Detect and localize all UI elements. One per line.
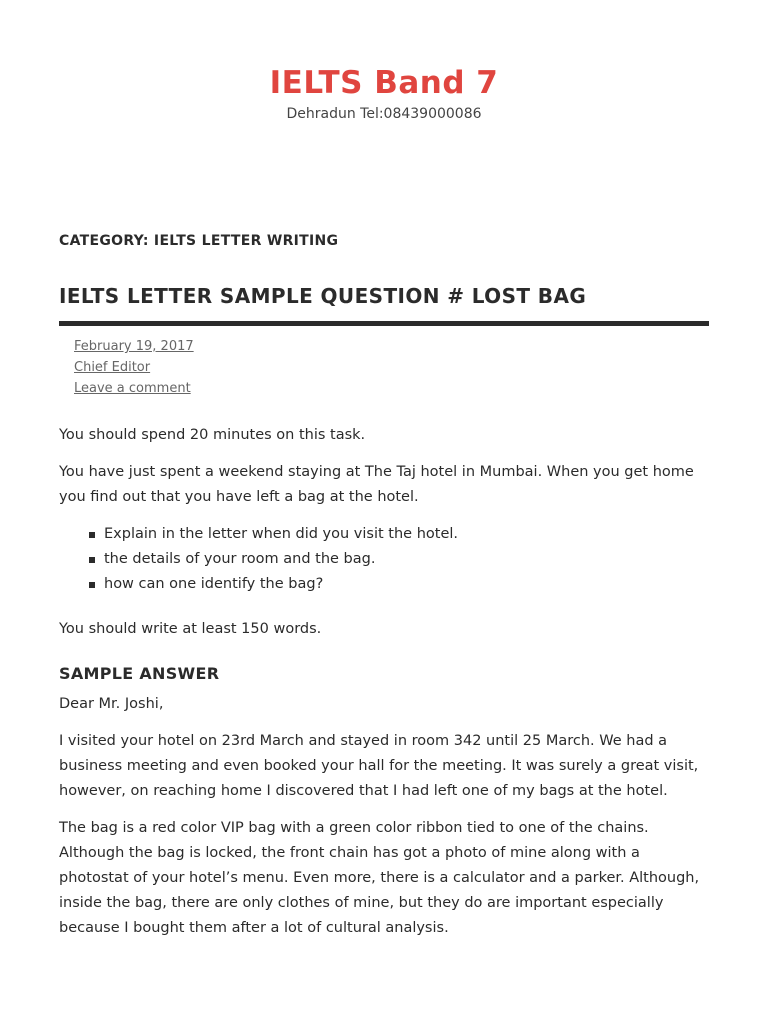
main-content (59, 228, 709, 953)
list-item (104, 522, 709, 547)
site-description: Dehradun Tel:08439000086 (286, 106, 482, 122)
site-title-link[interactable]: IELTS Band 7 (269, 65, 499, 101)
sample-answer-heading: SAMPLE ANSWER (59, 664, 220, 683)
post-author-link[interactable]: Chief Editor (74, 360, 151, 375)
list-item-text: Explain in the letter when did you visit the hotel. (104, 526, 458, 542)
square-bullet-icon (89, 532, 95, 538)
word-count-note: You should write at least 150 words. (59, 621, 322, 637)
post-meta (59, 336, 709, 399)
letter-paragraph: I visited your hotel on 23rd March and stayed in room 342 until 25 March. We had a business meeting and even booked your hall for the meeting. It was surely a great visit, however, on reaching home I discovered that I had left one of my bags at the hotel. (59, 733, 699, 799)
intro-paragraph: You should spend 20 minutes on this task. (59, 427, 366, 443)
post-content (59, 423, 709, 941)
task-bullet-list (59, 522, 709, 597)
square-bullet-icon (89, 557, 95, 563)
archive-title: CATEGORY: IELTS LETTER WRITING (59, 233, 339, 249)
letter-paragraph: The bag is a red color VIP bag with a green color ribbon tied to one of the chains. Although the bag is locked, the front chain has got a photo of mine along with a photostat of your hotel’s menu. Even more, there is a calculator and a parker. Although, inside the bag, there are only clothes of mine, but they do are important especially because I bought them after a lot of cultural analysis. (59, 820, 700, 936)
post-date-link[interactable]: February 19, 2017 (74, 339, 194, 354)
task-paragraph: You have just spent a weekend staying at The Taj hotel in Mumbai. When you get home you find out that you have left a bag at the hotel. (59, 464, 694, 505)
post-title: IELTS LETTER SAMPLE QUESTION # LOST BAG (59, 282, 709, 326)
list-item-text: the details of your room and the bag. (104, 551, 376, 567)
list-item (104, 572, 709, 597)
post-article (59, 282, 709, 941)
letter-salutation: Dear Mr. Joshi, (59, 696, 164, 712)
leave-comment-link[interactable]: Leave a comment (74, 381, 191, 396)
site-header (0, 0, 768, 124)
list-item (104, 547, 709, 572)
list-item-text: how can one identify the bag? (104, 576, 324, 592)
square-bullet-icon (89, 582, 95, 588)
